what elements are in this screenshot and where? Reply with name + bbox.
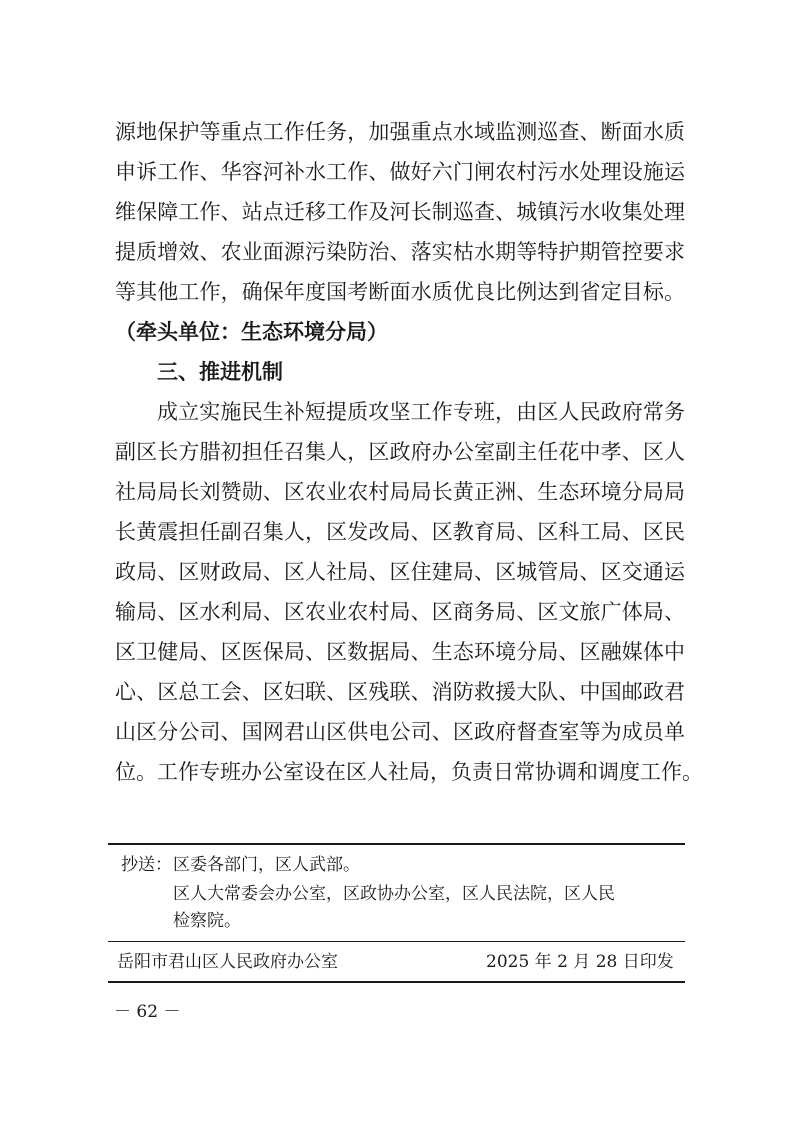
body-line: 输局、区水利局、区农业农村局、区商务局、区文旅广体局、	[115, 600, 685, 624]
body-line: 等其他工作，确保年度国考断面水质优良比例达到省定目标。	[115, 280, 685, 304]
body-line: 副区长方腊初担任召集人，区政府办公室副主任花中孝、区人	[115, 440, 685, 464]
cc-recipients-line: 区人大常委会办公室，区政协办公室，区人民法院，区人民	[173, 884, 615, 904]
body-line: 成立实施民生补短提质攻坚工作专班，由区人民政府常务	[157, 400, 685, 424]
body-line: 政局、区财政局、区人社局、区住建局、区城管局、区交通运	[115, 560, 685, 584]
body-line: 维保障工作、站点迁移工作及河长制巡查、城镇污水收集处理	[115, 200, 685, 224]
body-line: 区卫健局、区医保局、区数据局、生态环境分局、区融媒体中	[115, 640, 685, 664]
body-line: 长黄震担任副召集人，区发改局、区教育局、区科工局、区民	[115, 520, 685, 544]
body-line: 心、区总工会、区妇联、区残联、消防救援大队、中国邮政君	[115, 680, 685, 704]
cc-label: 抄送：	[121, 855, 172, 875]
issuer-name: 岳阳市君山区人民政府办公室	[117, 952, 338, 972]
body-line: 位。工作专班办公室设在区人社局，负责日常协调和调度工作。	[115, 760, 703, 784]
cc-recipients-line: 检察院。	[173, 911, 241, 931]
cc-recipients-line: 区委各部门，区人武部。	[173, 855, 360, 875]
cc-top-rule	[108, 843, 685, 845]
body-line: 提质增效、农业面源污染防治、落实枯水期等特护期管控要求	[115, 240, 685, 264]
body-line: 社局局长刘赞勋、区农业农村局局长黄正洲、生态环境分局局	[115, 480, 685, 504]
cc-bottom-rule	[108, 941, 685, 942]
footer-bottom-rule	[108, 981, 685, 983]
body-line: 山区分公司、国网君山区供电公司、区政府督查室等为成员单	[115, 720, 685, 744]
body-line: 申诉工作、华容河补水工作、做好六门闸农村污水处理设施运	[115, 160, 685, 184]
issue-date: 2025 年 2 月 28 日印发	[486, 952, 674, 972]
lead-unit-note: （牵头单位：生态环境分局）	[115, 319, 388, 344]
body-line: 源地保护等重点工作任务，加强重点水域监测巡查、断面水质	[115, 120, 685, 144]
section-heading: 三、推进机制	[157, 360, 283, 384]
page-number: － 62 －	[114, 1002, 181, 1022]
